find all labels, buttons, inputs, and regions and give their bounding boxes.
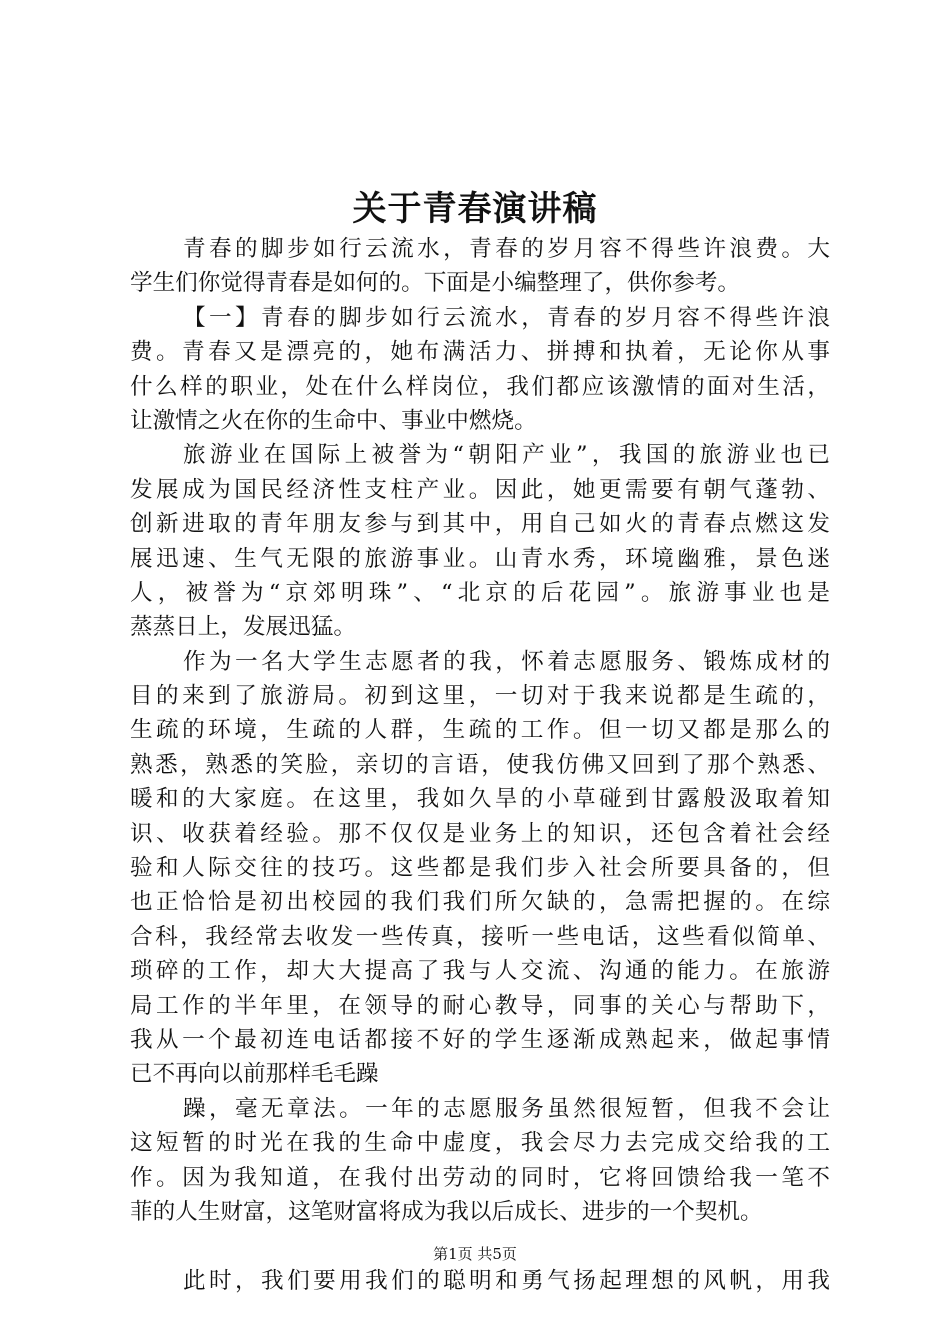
text-line: 学生们你觉得青春是如何的。下面是小编整理了，供你参考。: [130, 270, 741, 297]
text-line: 蒸蒸日上，发展迅猛。: [130, 614, 356, 641]
text-line: 熟悉，熟悉的笑脸，亲切的言语，使我仿佛又回到了那个熟悉、: [130, 751, 830, 778]
text-line: 【一】青春的脚步如行云流水，青春的岁月容不得些许浪: [183, 304, 830, 331]
text-line: 验和人际交往的技巧。这些都是我们步入社会所要具备的，但: [130, 855, 830, 882]
text-line: 合科，我经常去收发一些传真，接听一些电话，这些看似简单、: [130, 923, 830, 950]
text-line: 作。因为我知道，在我付出劳动的同时，它将回馈给我一笔不: [130, 1164, 830, 1191]
text-line: 这短暂的时光在我的生命中虚度，我会尽力去完成交给我的工: [130, 1130, 830, 1157]
text-line: 已不再向以前那样毛毛躁: [130, 1061, 379, 1088]
text-line: 费。青春又是漂亮的，她布满活力、拼搏和执着，无论你从事: [130, 339, 830, 366]
text-line: 也正恰恰是初出校园的我们我们所欠缺的，急需把握的。在综: [130, 889, 830, 916]
text-line: 青春的脚步如行云流水，青春的岁月容不得些许浪费。大: [183, 236, 830, 262]
text-line: 琐碎的工作，却大大提高了我与人交流、沟通的能力。在旅游: [130, 958, 830, 985]
text-line: 创新进取的青年朋友参与到其中，用自己如火的青春点燃这发: [130, 511, 830, 538]
text-line: 识、收获着经验。那不仅仅是业务上的知识，还包含着社会经: [130, 820, 830, 847]
text-line: 展迅速、生气无限的旅游事业。山青水秀，环境幽雅，景色迷: [130, 545, 830, 572]
text-line: 让激情之火在你的生命中、事业中燃烧。: [130, 407, 537, 434]
text-line: 菲的人生财富，这笔财富将成为我以后成长、进步的一个契机。: [130, 1198, 763, 1225]
text-line: 发展成为国民经济性支柱产业。因此，她更需要有朝气蓬勃、: [130, 476, 830, 503]
text-line: 局工作的半年里，在领导的耐心教导，同事的关心与帮助下，: [130, 992, 830, 1019]
text-line: 人，被誉为“京郊明珠”、“北京的后花园”。旅游事业也是: [130, 579, 830, 606]
text-line: 暖和的大家庭。在这里，我如久旱的小草碰到甘露般汲取着知: [130, 786, 830, 813]
document-body: [130, 232, 830, 1298]
text-line: 此时，我们要用我们的聪明和勇气扬起理想的风帆，用我: [183, 1267, 830, 1294]
document-title: 关于青春演讲稿: [352, 189, 598, 229]
text-line: 旅游业在国际上被誉为“朝阳产业”，我国的旅游业也已: [183, 442, 830, 469]
text-line: 我从一个最初连电话都接不好的学生逐渐成熟起来，做起事情: [130, 1026, 830, 1053]
text-line: 生疏的环境，生疏的人群，生疏的工作。但一切又都是那么的: [130, 717, 830, 744]
text-line: 作为一名大学生志愿者的我，怀着志愿服务、锻炼成材的: [183, 648, 830, 675]
text-line: 目的来到了旅游局。初到这里，一切对于我来说都是生疏的，: [130, 683, 830, 710]
text-line: 躁，毫无章法。一年的志愿服务虽然很短暂，但我不会让: [183, 1095, 830, 1122]
text-line: 什么样的职业，处在什么样岗位，我们都应该激情的面对生活，: [130, 373, 830, 400]
page-footer: 第1页 共5页: [433, 1245, 517, 1263]
